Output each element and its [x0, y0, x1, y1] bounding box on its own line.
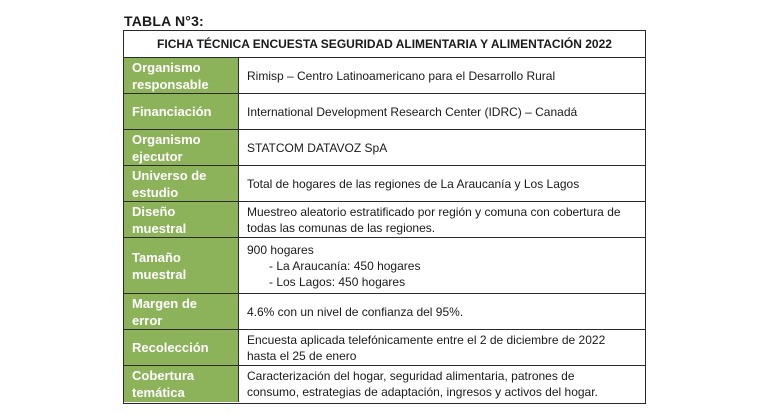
row-value	[239, 366, 645, 402]
row-label: Margen de error	[124, 294, 239, 329]
value-line: International Development Research Center (IDRC) – Canadá	[247, 104, 578, 119]
row-label: Diseño muestral	[124, 202, 239, 237]
value-line: 900 hogares	[247, 242, 314, 257]
value-line: todas las comunas de las regiones.	[247, 220, 436, 235]
row-value	[239, 94, 645, 129]
table-number-title: TABLA N°3:	[124, 13, 204, 29]
row-label: Recolección	[124, 330, 239, 365]
value-line: Total de hogares de las regiones de La Araucanía y Los Lagos	[247, 176, 580, 191]
table-header: FICHA TÉCNICA ENCUESTA SEGURIDAD ALIMENTARIA Y ALIMENTACIÓN 2022	[124, 31, 645, 58]
value-line: Caracterización del hogar, seguridad alimentaria, patrones de	[247, 369, 575, 383]
value-line: 4.6% con un nivel de confianza del 95%.	[247, 304, 464, 319]
value-sub-line: - Los Lagos: 450 hogares	[269, 274, 406, 289]
row-organismo-responsable	[124, 58, 645, 94]
row-universo-de-estudio	[124, 166, 645, 202]
row-label: Organismo ejecutor	[124, 130, 239, 165]
row-value	[239, 130, 645, 165]
value-line: Encuesta aplicada telefónicamente entre el 2 de diciembre de 2022	[247, 332, 606, 347]
row-value	[239, 202, 645, 237]
row-margen-de-error	[124, 294, 645, 330]
table-rows	[124, 58, 645, 402]
value-line: hasta el 25 de enero	[247, 348, 357, 363]
value-line: Muestreo aleatorio estratificado por región y comuna con cobertura de	[247, 204, 621, 219]
row-label: Cobertura temática	[124, 366, 239, 402]
row-label: Financiación	[124, 94, 239, 129]
row-label: Universo de estudio	[124, 166, 239, 201]
row-value	[239, 58, 645, 93]
row-value	[239, 238, 645, 293]
row-tamano-muestral	[124, 238, 645, 294]
row-value	[239, 294, 645, 329]
row-diseno-muestral	[124, 202, 645, 238]
row-recoleccion	[124, 330, 645, 366]
row-value	[239, 330, 645, 365]
row-label: Tamaño muestral	[124, 238, 239, 293]
row-cobertura-tematica	[124, 366, 645, 402]
row-organismo-ejecutor	[124, 130, 645, 166]
value-line: Rimisp – Centro Latinoamericano para el Desarrollo Rural	[247, 68, 556, 83]
value-sub-line: - La Araucanía: 450 hogares	[269, 258, 421, 273]
technical-sheet-table	[123, 30, 646, 404]
value-line: consumo, estrategias de adaptación, ingresos y activos del hogar.	[247, 385, 598, 399]
row-financiacion	[124, 94, 645, 130]
row-label: Organismo responsable	[124, 58, 239, 93]
row-value	[239, 166, 645, 201]
value-line: STATCOM DATAVOZ SpA	[247, 140, 388, 155]
